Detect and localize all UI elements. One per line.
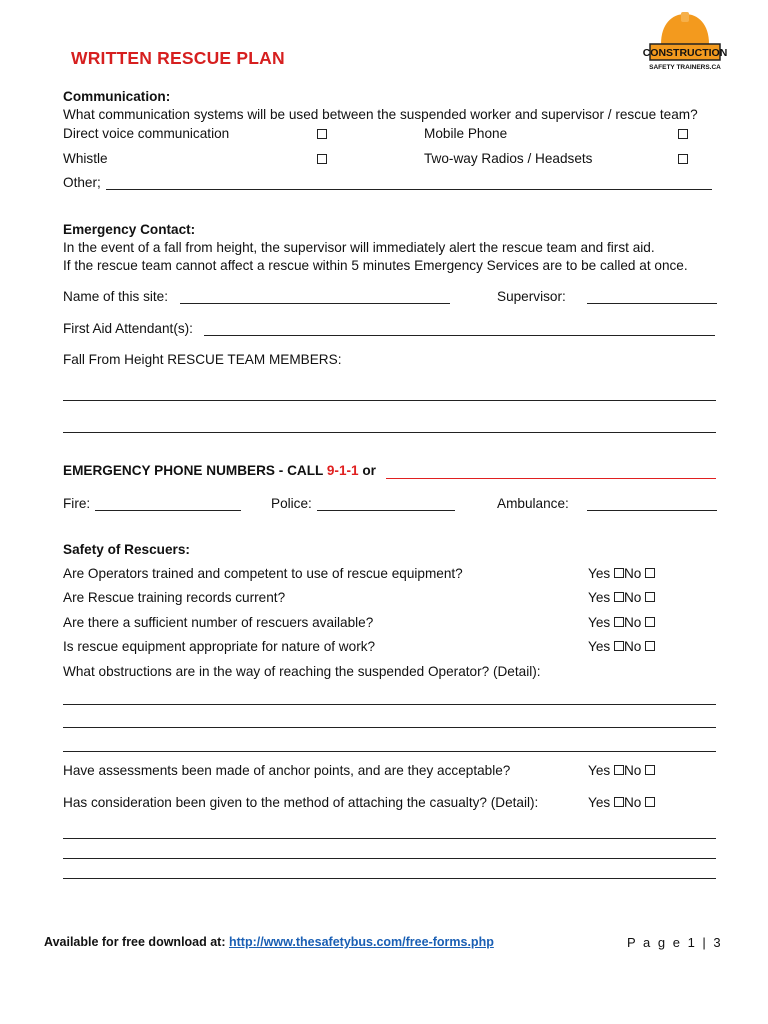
safety-question-1: Are Operators trained and competent to use of rescue equipment? (63, 566, 463, 581)
first-aid-field[interactable] (204, 335, 715, 336)
no-checkbox[interactable] (645, 617, 655, 627)
logo-bottom-text: SAFETY TRAINERS.CA (649, 64, 721, 71)
option-direct-voice-checkbox[interactable] (317, 129, 327, 139)
site-name-label: Name of this site: (63, 289, 169, 304)
safety-answer-2: Yes No (588, 590, 655, 605)
attaching-field-3[interactable] (63, 878, 716, 879)
construction-safety-trainers-logo (642, 10, 728, 72)
page-number: P a g e 1 | 3 (627, 935, 723, 950)
option-mobile-phone-label: Mobile Phone (424, 126, 508, 141)
other-label: Other; (63, 175, 101, 190)
no-checkbox[interactable] (645, 592, 655, 602)
attaching-field-2[interactable] (63, 858, 716, 859)
emergency-number: 9-1-1 (326, 463, 359, 478)
safety-question-4: Is rescue equipment appropriate for nature of work? (63, 639, 376, 654)
attaching-field-1[interactable] (63, 838, 716, 839)
communication-question: What communication systems will be used between the suspended worker and supervisor / rescue team? (63, 107, 698, 122)
phone-numbers-heading: EMERGENCY PHONE NUMBERS - CALL 9-1-1 or (63, 463, 376, 478)
yes-checkbox[interactable] (614, 797, 624, 807)
anchor-question: Have assessments been made of anchor points, and are they acceptable? (63, 763, 511, 778)
no-checkbox[interactable] (645, 568, 655, 578)
rescue-team-field-1[interactable] (63, 400, 716, 401)
safety-question-3: Are there a sufficient number of rescuers available? (63, 615, 374, 630)
other-phone-field[interactable] (386, 478, 716, 479)
obstructions-field-3[interactable] (63, 751, 716, 752)
yes-checkbox[interactable] (614, 617, 624, 627)
no-checkbox[interactable] (645, 797, 655, 807)
no-checkbox[interactable] (645, 765, 655, 775)
safety-question-2: Are Rescue training records current? (63, 590, 286, 605)
police-field[interactable] (317, 510, 455, 511)
safety-answer-3: Yes No (588, 615, 655, 630)
other-field[interactable] (106, 189, 712, 190)
obstructions-field-1[interactable] (63, 704, 716, 705)
page-title: WRITTEN RESCUE PLAN (71, 48, 285, 68)
first-aid-label: First Aid Attendant(s): (63, 321, 193, 336)
police-label: Police: (271, 496, 312, 511)
yes-checkbox[interactable] (614, 592, 624, 602)
safety-answer-1: Yes No (588, 566, 655, 581)
anchor-answer: Yes No (588, 763, 655, 778)
yes-checkbox[interactable] (614, 641, 624, 651)
emergency-contact-line-1: In the event of a fall from height, the supervisor will immediately alert the rescue team and first aid. (63, 240, 655, 255)
rescue-team-label: Fall From Height RESCUE TEAM MEMBERS: (63, 352, 342, 367)
footer-download-link[interactable]: http://www.thesafetybus.com/free-forms.php (229, 935, 494, 949)
footer-available-label: Available for free download at: (44, 935, 226, 949)
footer-download (44, 935, 494, 949)
option-radios-checkbox[interactable] (678, 154, 688, 164)
option-whistle-checkbox[interactable] (317, 154, 327, 164)
site-name-field[interactable] (180, 303, 450, 304)
option-mobile-phone-checkbox[interactable] (678, 129, 688, 139)
safety-answer-4: Yes No (588, 639, 655, 654)
supervisor-label: Supervisor: (497, 289, 566, 304)
no-checkbox[interactable] (645, 641, 655, 651)
rescue-team-field-2[interactable] (63, 432, 716, 433)
communication-heading: Communication: (63, 89, 171, 104)
yes-checkbox[interactable] (614, 568, 624, 578)
ambulance-field[interactable] (587, 510, 717, 511)
supervisor-field[interactable] (587, 303, 717, 304)
obstructions-field-2[interactable] (63, 727, 716, 728)
ambulance-label: Ambulance: (497, 496, 569, 511)
fire-field[interactable] (95, 510, 241, 511)
emergency-contact-heading: Emergency Contact: (63, 222, 196, 237)
attaching-answer: Yes No (588, 795, 655, 810)
yes-checkbox[interactable] (614, 765, 624, 775)
safety-heading: Safety of Rescuers: (63, 542, 190, 557)
obstructions-question: What obstructions are in the way of reaching the suspended Operator? (Detail): (63, 664, 541, 679)
logo-top-text: CONSTRUCTION (642, 47, 728, 59)
option-radios-label: Two-way Radios / Headsets (424, 151, 593, 166)
option-whistle-label: Whistle (63, 151, 108, 166)
option-direct-voice-label: Direct voice communication (63, 126, 230, 141)
fire-label: Fire: (63, 496, 91, 511)
attaching-question: Has consideration been given to the method of attaching the casualty? (Detail): (63, 795, 539, 810)
emergency-contact-line-2: If the rescue team cannot affect a rescue within 5 minutes Emergency Services are to be called at once. (63, 258, 688, 273)
